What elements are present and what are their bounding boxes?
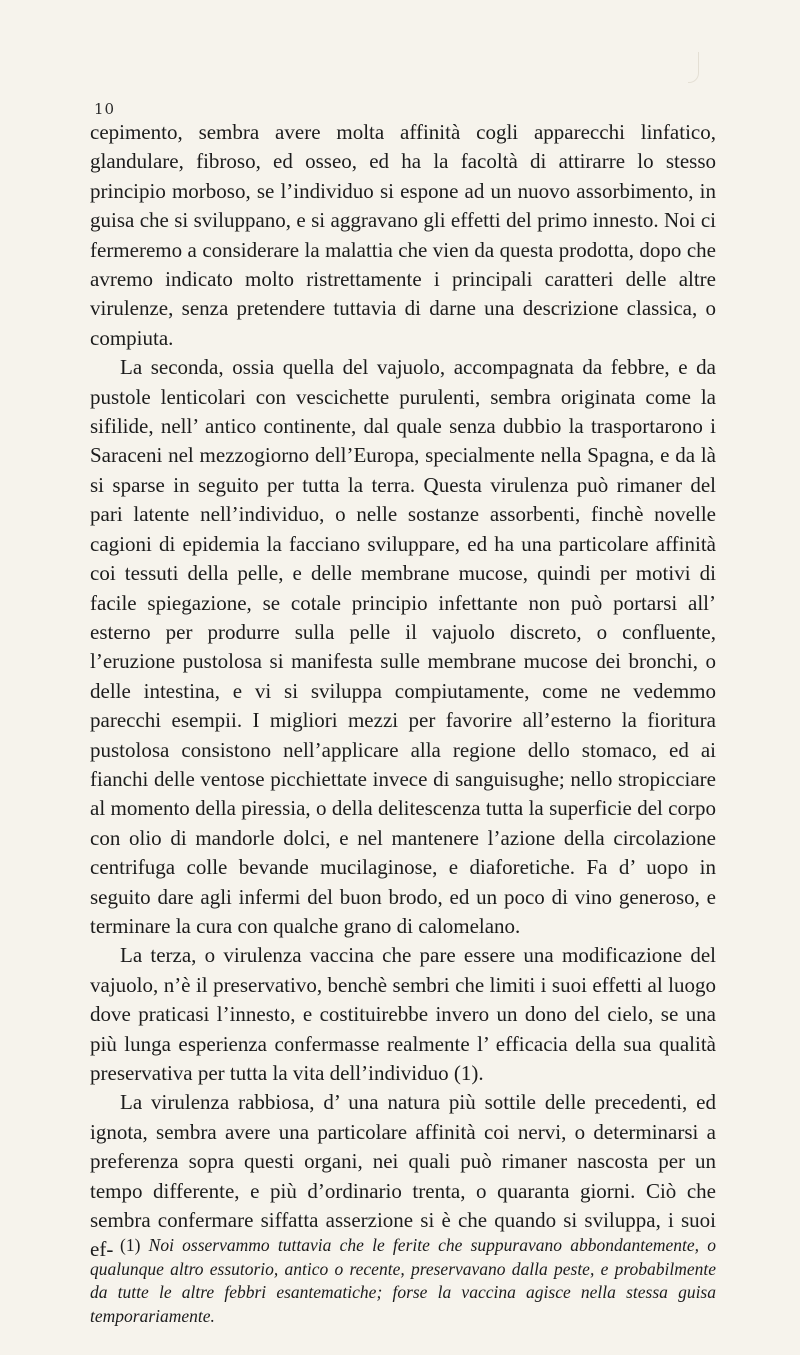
paragraph-vajuolo: La seconda, ossia quella del vajuolo, accompagnata da febbre, e da pustole lenticolari con vescichette purulenti, sembra originata come la sifilide, nell’ antico continente, dal quale senza dubbio la trasportarono i Saraceni nel mezzogiorno dell’Europa, specialmente nella Spagna, e da là si sparse in seguito per tutta la terra. Questa virulenza può rimaner del pari latente nell’individuo, o nelle sostanze assorbenti, finchè novelle cagioni di epidemia la facciano sviluppare, ed ha una particolare affinità coi tessuti della pelle, e delle membrane mucose, quindi per motivi di facile spiegazione, se cotale principio infettante non può portarsi all’ esterno per produrre sulla pelle il vajuolo discreto, o confluente, l’eruzione pustolosa si manifesta sulle membrane mucose dei bronchi, o delle intestina, e vi si sviluppa compiutamente, come ne vedemmo parecchi esempii. I migliori mezzi per favorire all’esterno la fioritura pustolosa consistono nell’applicare alla regione dello stomaco, ed ai fianchi delle ventose picchiettate invece di sanguisughe; nello stropicciare al momento della piressia, o della delitescenza tutta la superficie del corpo con olio di mandorle dolci, e nel mantenere l’azione della circolazione centrifuga colle bevande mucilaginose, e diaforetiche. Fa d’ uopo in seguito dare agli infermi del buon brodo, ed un poco di vino generoso, e terminare la cura con qualche grano di calomelano. (90, 355, 716, 938)
main-text (90, 118, 716, 1265)
paragraph-continuation: cepimento, sembra avere molta affinità cogli apparecchi linfatico, glandulare, fibroso, ed osseo, ed ha la facoltà di attirarre lo stesso principio morboso, se l’individuo si espone ad un nuovo assorbimento, in guisa che si sviluppano, e si aggravano gli effetti del primo innesto. Noi ci fermeremo a considerare la malattia che vien da questa prodotta, dopo che avremo indicato molto ristrettamente i principali caratteri delle altre virulenze, senza pretendere tuttavia di darne una descrizione classica, o compiuta. (90, 120, 716, 350)
page-number: 10 (94, 100, 116, 118)
ink-stain-mark (688, 52, 699, 83)
footnote-marker: (1) (120, 1235, 141, 1255)
paragraph-vaccina: La terza, o virulenza vaccina che pare essere una modificazione del vajuolo, n’è il preservativo, benchè sembri che limiti i suoi effetti al luogo dove praticasi l’innesto, e costituirebbe invero un dono del cielo, se una più lunga esperienza confermasse realmente l’ efficacia della sua qualità preservativa per tutta la vita dell’individuo (1). (90, 943, 716, 1085)
footnote-text: Noi osservammo tuttavia che le ferite che suppuravano abbondantemente, o qualunque altro essutorio, antico o recente, preservavano dalla peste, e probabilmente da tutte le altre febbri esantematiche; forse la vaccina agisce nella stessa guisa temporariamente. (90, 1235, 716, 1326)
footnote (90, 1234, 716, 1328)
paragraph-rabbiosa: La virulenza rabbiosa, d’ una natura più sottile delle precedenti, ed ignota, sembra avere una particolare affinità coi nervi, o determinarsi a preferenza sopra questi organi, nei quali può rimaner nascosta per un tempo differente, e più d’ordinario trenta, o quaranta giorni. Ciò che sembra confermare siffatta asserzione si è che quando si sviluppa, i suoi ef- (90, 1090, 716, 1262)
